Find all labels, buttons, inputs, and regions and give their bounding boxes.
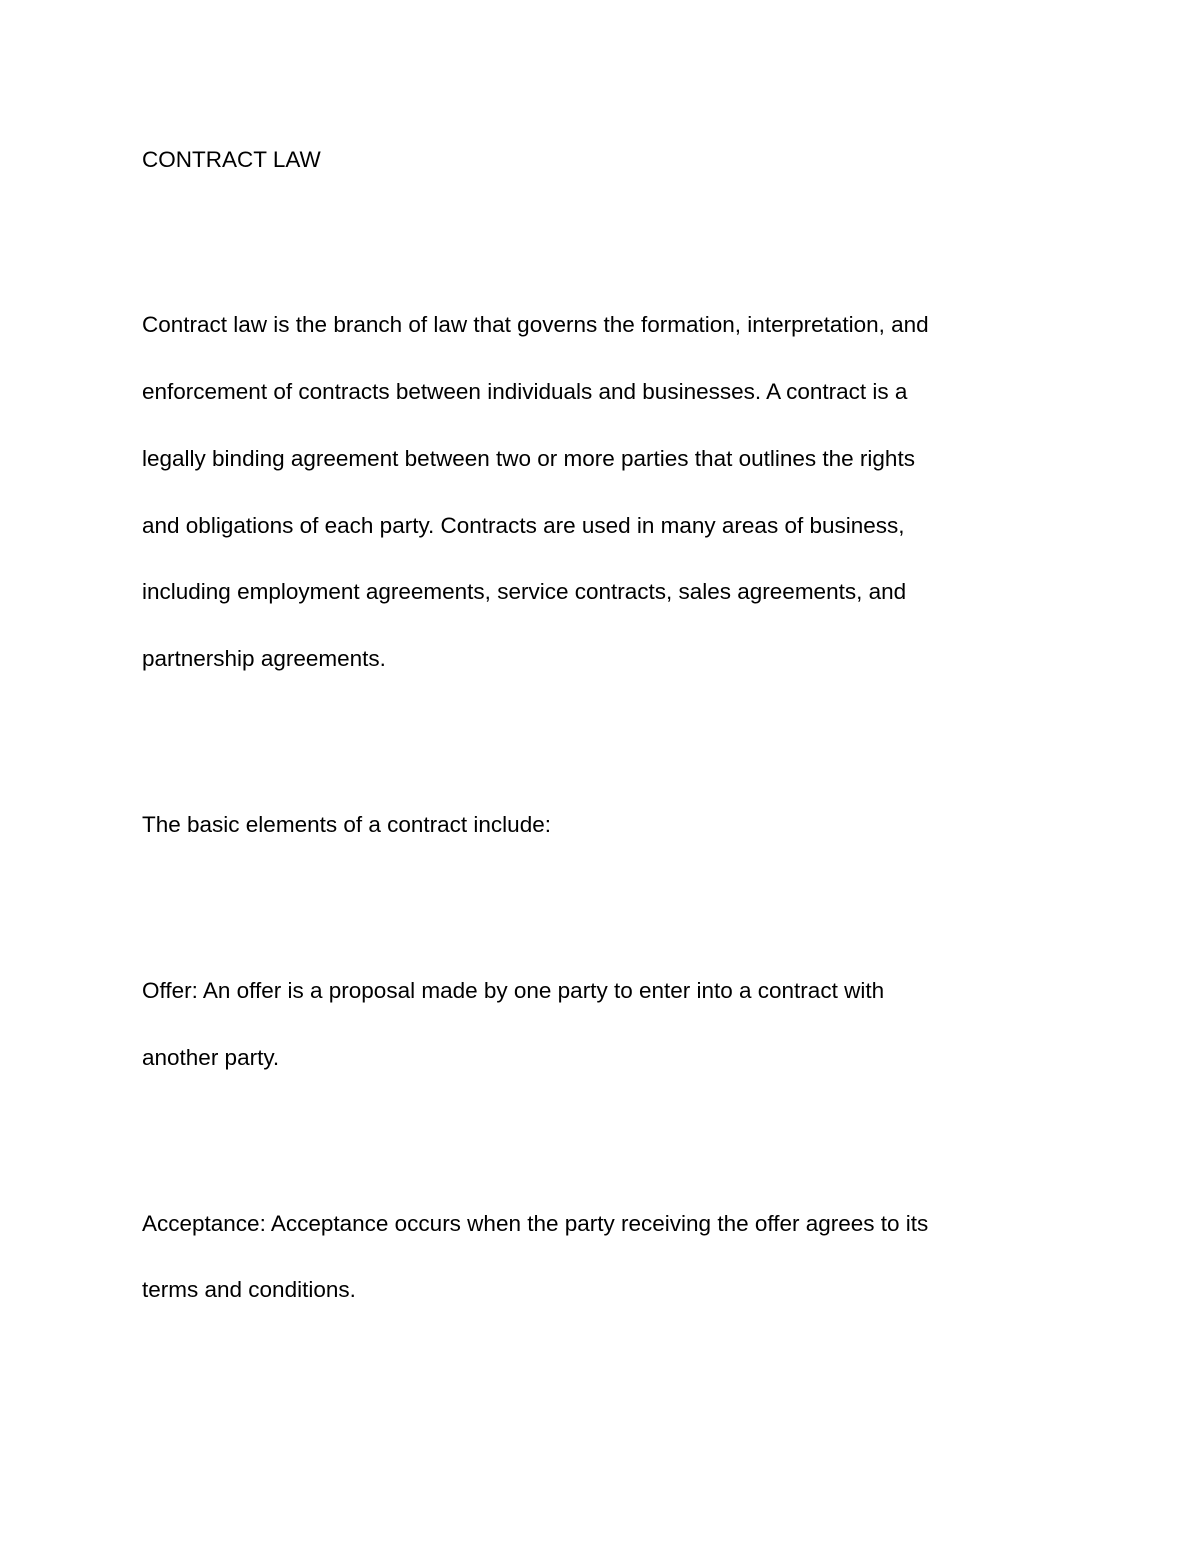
paragraph-line: including employment agreements, service contracts, sales agreements, and	[142, 579, 907, 604]
paragraph-line: terms and conditions.	[142, 1277, 356, 1302]
document-title: CONTRACT LAW	[142, 147, 321, 172]
paragraph-line: another party.	[142, 1045, 280, 1070]
paragraph-line: Acceptance: Acceptance occurs when the party receiving the offer agrees to its	[142, 1211, 929, 1236]
elements-heading: The basic elements of a contract include:	[142, 812, 551, 837]
paragraph-line: and obligations of each party. Contracts are used in many areas of business,	[142, 513, 905, 538]
paragraph-line: Contract law is the branch of law that governs the formation, interpretation, and	[142, 312, 929, 337]
paragraph-line: partnership agreements.	[142, 646, 386, 671]
paragraph-line: Offer: An offer is a proposal made by one party to enter into a contract with	[142, 978, 885, 1003]
paragraph-line: enforcement of contracts between individuals and businesses. A contract is a	[142, 379, 908, 404]
paragraph-line: legally binding agreement between two or more parties that outlines the rights	[142, 446, 915, 471]
